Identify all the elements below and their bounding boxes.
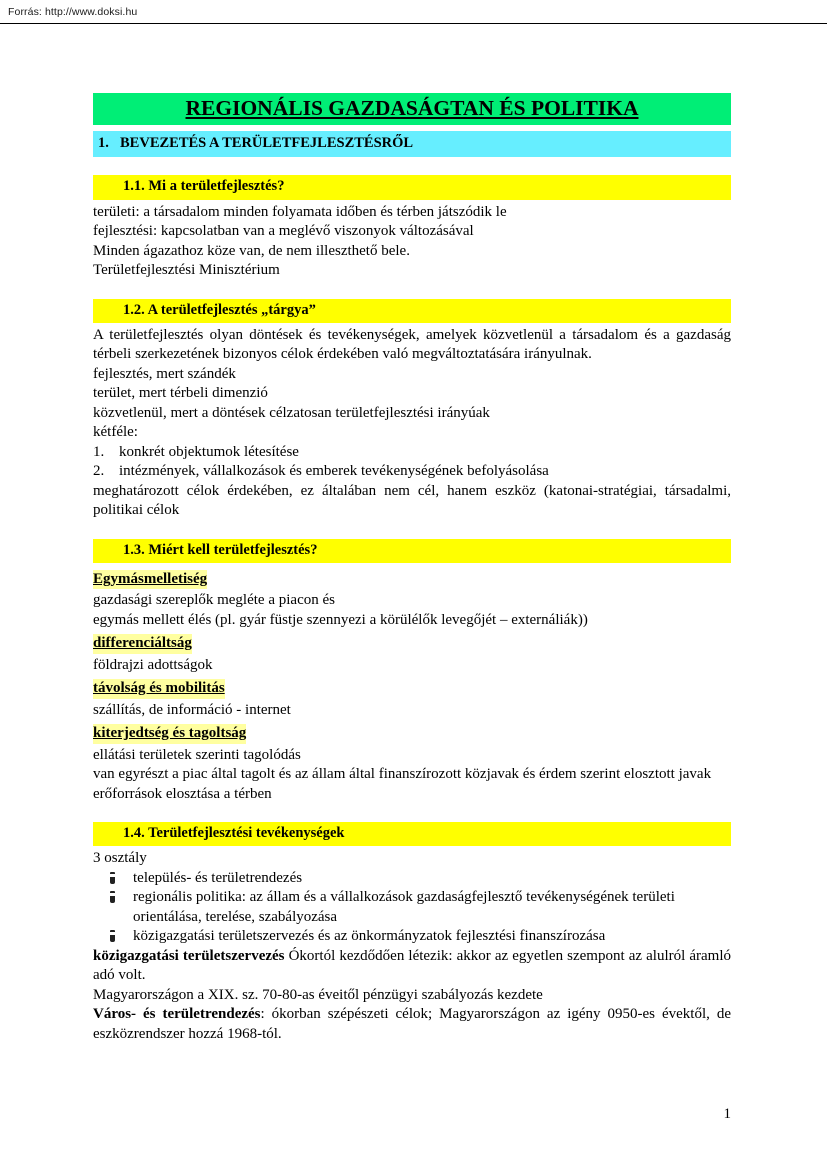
section-1-2-outro: meghatározott célok érdekében, ez általában nem cél, hanem eszköz (katonai-stratégiai, társadalmi, politikai célok — [93, 482, 731, 519]
list-item-label: regionális politika: az állam és a vállalkozások gazdaságfejlesztő tevékenységének területi orientálása, terelése, szabályozása — [133, 889, 675, 925]
list-item — [93, 869, 731, 889]
section-1-2-numbered-item — [93, 443, 731, 463]
numbered-text: intézmények, vállalkozások és emberek tevékenységének befolyásolása — [119, 463, 549, 480]
closing-term-kozigazgatasi: közigazgatási területszervezés — [93, 947, 285, 964]
closing-term-varos-es-teruletrendezes: Város- és területrendezés — [93, 1006, 261, 1023]
section-1-3-group-2-line-0: szállítás, de információ - internet — [93, 701, 291, 718]
numbered-marker: 1. — [93, 443, 105, 460]
section-1-4-lead: 3 osztály — [93, 850, 147, 867]
document-title — [93, 93, 731, 125]
pin-bullet-icon — [110, 930, 115, 942]
numbered-text: konkrét objektumok létesítése — [119, 443, 299, 460]
chapter-heading — [93, 131, 731, 157]
subheading-differencialtsag: differenciáltság — [93, 634, 192, 654]
pin-bullet-icon — [110, 891, 115, 903]
subheading-egymasmelletiseg: Egymásmelletiség — [93, 570, 207, 590]
section-1-2-numbered-item — [93, 462, 731, 482]
numbered-marker: 2. — [93, 463, 105, 480]
list-item — [93, 888, 731, 927]
pin-bullet-icon — [110, 872, 115, 884]
subheading-kiterjedtseg-es-tagoltsag: kiterjedtség és tagoltság — [93, 724, 246, 744]
section-1-4-closing-2 — [93, 1005, 731, 1044]
section-heading-1-1: 1.1. Mi a területfejlesztés? — [93, 175, 731, 199]
closing-text-2: : ókorban szépészeti célok; Magyarországon az igény 0950-es évektől, de eszközrendszer hozzá 1968-tól. — [93, 1006, 731, 1042]
list-item-label: település- és területrendezés — [133, 869, 303, 886]
section-1-2-line-4: kétféle: — [93, 424, 138, 441]
section-1-2-intro: A területfejlesztés olyan döntések és tevékenységek, amelyek közvetlenül a társadalom és a gazdaság térbeli szerkezetének bizonyos célok érdekében való megváltoztatására irányulnak. — [93, 326, 731, 363]
section-1-1-line-2: fejlesztési: kapcsolatban van a meglévő viszonyok változásával — [93, 223, 474, 240]
section-1-2-line-1: fejlesztés, mert szándék — [93, 365, 236, 382]
section-1-3-group-3-line-2: erőforrások elosztása a térben — [93, 785, 272, 802]
chapter-number: 1. — [98, 135, 109, 152]
section-1-3-group-1-line-0: földrajzi adottságok — [93, 656, 213, 673]
section-1-3-group — [93, 675, 731, 720]
section-heading-1-4: 1.4. Területfejlesztési tevékenységek — [93, 822, 731, 846]
section-1-4-closing-0 — [93, 947, 731, 986]
document-content — [93, 93, 731, 1044]
section-1-3-group-0-line-1: egymás mellett élés (pl. gyár füstje szennyezi a körülélők levegőjét – externáliák)) — [93, 611, 588, 628]
list-item — [93, 927, 731, 947]
section-1-4-closing-1 — [93, 986, 731, 1006]
closing-text-1: Magyarországon a XIX. sz. 70-80-as éveitől pénzügyi szabályozás kezdete — [93, 986, 543, 1003]
document-title-text: REGIONÁLIS GAZDASÁGTAN ÉS POLITIKA — [185, 96, 639, 120]
section-1-1-line-4: Területfejlesztési Minisztérium — [93, 262, 280, 279]
section-1-1-line-3: Minden ágazathoz köze van, de nem illeszthető bele. — [93, 242, 410, 259]
subheading-tavolsag-es-mobilitas: távolság és mobilitás — [93, 679, 225, 699]
chapter-label: BEVEZETÉS A TERÜLETFEJLESZTÉSRŐL — [120, 135, 414, 152]
section-1-3-group — [93, 720, 731, 804]
section-heading-1-2: 1.2. A területfejlesztés „tárgya” — [93, 299, 731, 323]
section-1-2-line-3: közvetlenül, mert a döntések célzatosan területfejlesztési irányúak — [93, 404, 490, 421]
section-1-4-bullet-list — [93, 869, 731, 947]
section-1-1-line-1: területi: a társadalom minden folyamata időben és térben játszódik le — [93, 203, 507, 220]
closing-text-0: Ókortól kezdődően létezik: akkor az egyetlen szempont az alulról áramló adó volt. — [93, 947, 731, 984]
section-1-3-group-3-line-1: van egyrészt a piac által tagolt és az állam által finanszírozott közjavak és érdem szerint elosztott javak — [93, 766, 712, 783]
document-page — [0, 30, 827, 1170]
section-1-3-group — [93, 566, 731, 631]
page-number: 1 — [723, 1106, 731, 1122]
section-1-3-group-3-line-0: ellátási területek szerinti tagolódás — [93, 746, 301, 763]
section-1-3-group — [93, 630, 731, 675]
section-1-3-group-0-line-0: gazdasági szereplők megléte a piacon és — [93, 592, 335, 609]
section-heading-1-3: 1.3. Miért kell területfejlesztés? — [93, 539, 731, 563]
source-url-label: Forrás: http://www.doksi.hu — [8, 6, 138, 18]
section-1-2-line-2: terület, mert térbeli dimenzió — [93, 385, 268, 402]
list-item-label: közigazgatási területszervezés és az önkormányzatok fejlesztési finanszírozása — [133, 928, 606, 945]
source-watermark-header — [0, 0, 827, 24]
